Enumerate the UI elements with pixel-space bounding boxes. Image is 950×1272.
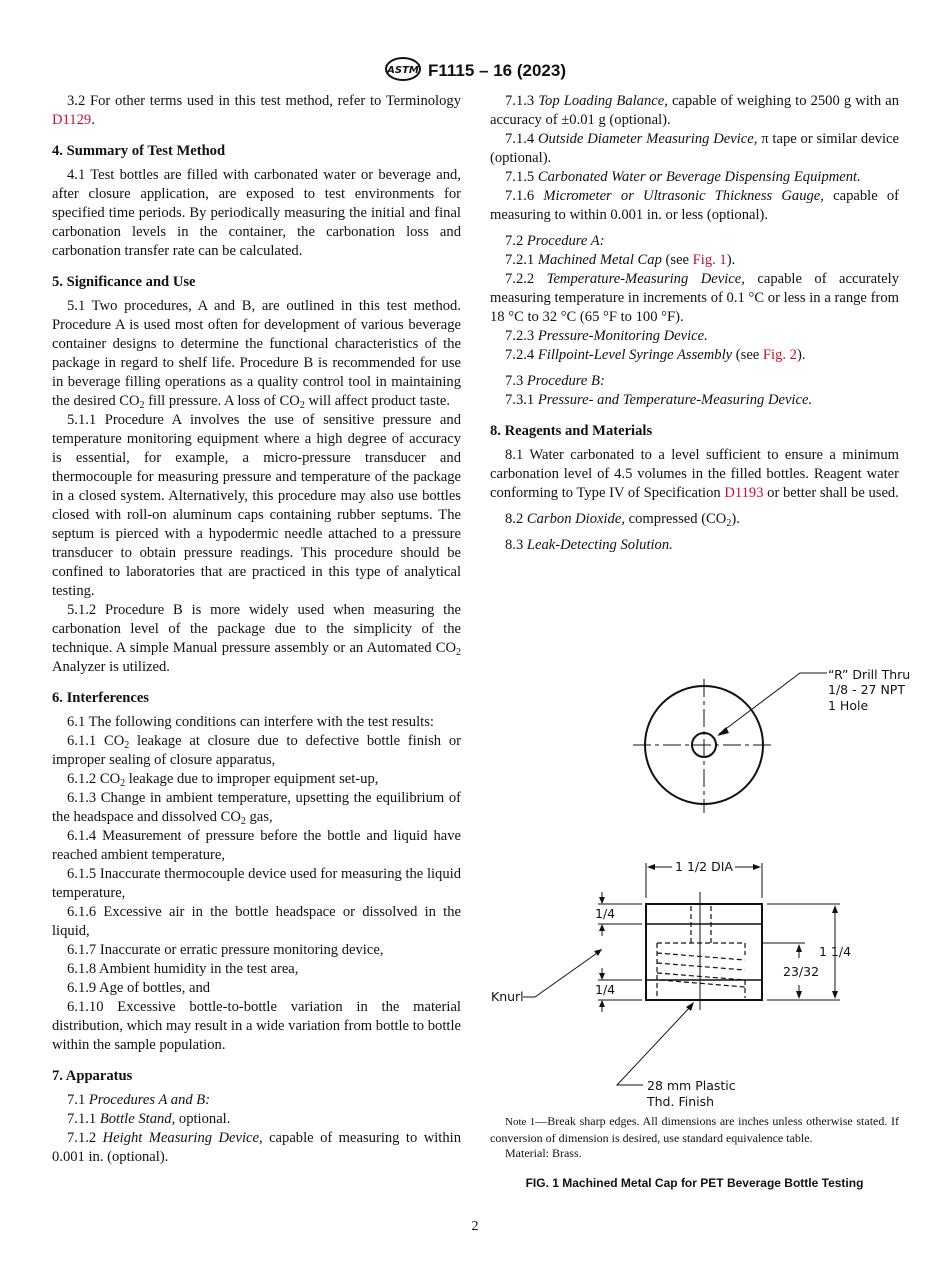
text-run: compressed (CO (625, 511, 727, 527)
text-run: 6.1.6 Excessive air in the bottle headspace or dissolved in the liquid, (52, 904, 461, 939)
text-run: 7.2.1 (505, 252, 538, 268)
paragraph (490, 251, 899, 270)
text-run: 3.2 For other terms used in this test method, refer to Terminology (67, 93, 461, 109)
thread-depth-label: 23/32 (783, 964, 820, 979)
text-run: 5. Significance and Use (52, 274, 196, 290)
page-header (0, 56, 950, 87)
text-run: optional. (175, 1111, 231, 1127)
text-run: ). (796, 347, 806, 363)
text-run: 8.2 (505, 511, 527, 527)
text-run: 5.1.2 Procedure B is more widely used when measuring the carbonation level of the package due to the simplicity of the technique. A simple Manual pressure assembly or an Automated CO (52, 602, 461, 656)
italic-term: Micrometer or Ultrasonic Thickness Gauge, (543, 188, 824, 204)
section-heading (490, 422, 899, 441)
text-run: 7.1.1 (67, 1111, 100, 1127)
finish-label-2: Thd. Finish (647, 1094, 715, 1109)
text-run: 7.1.5 (505, 169, 538, 185)
italic-term: Carbonated Water or Beverage Dispensing Equipment. (537, 169, 861, 185)
italic-term: Outside Diameter Measuring Device, (538, 131, 758, 147)
drill-callout-3: 1 Hole (828, 698, 869, 713)
paragraph (52, 941, 461, 960)
text-run: or better shall be used. (763, 485, 899, 501)
paragraph (490, 510, 899, 529)
text-run: 8.1 Water carbonated to a level sufficient to ensure a minimum carbonation level of 4.5 volumes in the filled bottles. Reagent water conforming to Type IV of Specification (490, 447, 899, 501)
reference-link[interactable]: Fig. 2 (762, 347, 797, 363)
paragraph (490, 536, 899, 555)
paragraph (490, 92, 899, 130)
italic-term: Procedures A and B: (88, 1092, 211, 1108)
text-run: 7.1.2 (67, 1130, 103, 1146)
text-run: 7.2.2 (505, 271, 547, 287)
italic-term: Machined Metal Cap (537, 252, 662, 268)
text-run: 6.1.3 Change in ambient temperature, upsetting the equilibrium of the headspace and dissolved CO (52, 790, 461, 825)
paragraph (52, 770, 461, 789)
italic-term: Height Measuring Device, (102, 1130, 263, 1146)
paragraph (52, 979, 461, 998)
paragraph (52, 713, 461, 732)
text-run: 7.1.6 (505, 188, 544, 204)
paragraph (52, 903, 461, 941)
reference-link[interactable]: D1193 (724, 485, 764, 501)
text-run: 7.1 (67, 1092, 89, 1108)
italic-term: Top Loading Balance, (538, 93, 668, 109)
text-run: Analyzer is utilized. (52, 659, 170, 675)
text-run: leakage at closure due to defective bottle finish or improper sealing of closure apparatus, (52, 733, 462, 768)
top-quarter-label: 1/4 (595, 906, 616, 921)
subscript: 2 (299, 400, 305, 411)
paragraph (52, 411, 461, 601)
text-run: 6.1.10 Excessive bottle-to-bottle variation in the material distribution, which may result in a wide variation from bottle to bottle within the sample population. (52, 999, 461, 1053)
paragraph (490, 327, 899, 346)
figure-caption: FIG. 1 Machined Metal Cap for PET Beverage Bottle Testing (525, 1176, 864, 1190)
text-run: 5.1 Two procedures, A and B, are outlined in this test method. Procedure A is used most often for development of various beverage container designs to determine the functional characteristics of the package in regard to shelf life. Procedure B is recommended for use in beverage filling operations as a quality control tool in maintaining the desired CO (52, 298, 461, 409)
paragraph (490, 130, 899, 168)
text-run: 7.2 (505, 233, 527, 249)
subscript: 2 (139, 400, 145, 411)
paragraph (52, 827, 461, 865)
material-text: Material: Brass. (505, 1146, 582, 1160)
text-run: 6.1 The following conditions can interfere with the test results: (67, 714, 434, 730)
page-number: 2 (471, 1219, 479, 1234)
bottom-quarter-label: 1/4 (595, 982, 616, 997)
paragraph (490, 168, 899, 187)
text-run: 4.1 Test bottles are filled with carbonated water or beverage and, after closure application, are exposed to test environments for specified time periods. By periodically measuring the initial and final carbonation levels in the container, the carbonation loss and carbonation transfer rate can be calculated. (52, 167, 461, 259)
drill-callout-1: “R” Drill Thru (828, 667, 911, 682)
text-run: 7. Apparatus (52, 1068, 133, 1084)
text-run: 7.2.4 (505, 347, 538, 363)
paragraph (52, 1091, 461, 1110)
text-run: 6.1.7 Inaccurate or erratic pressure monitoring device, (67, 942, 384, 958)
section-heading (52, 273, 461, 292)
paragraph (52, 166, 461, 261)
text-run: 6.1.1 CO (67, 733, 125, 749)
text-run: 5.1.1 Procedure A involves the use of sensitive pressure and temperature monitoring equipment where a high degree of accuracy is essential, for example, a micro-pressure transducer and thermocouple for measuring pressure and temperature of the package in a closed system. Alternatively, this procedure may also use bottles closed with roll-on aluminum caps containing rubber septums. The septum is pierced with a hypodermic needle attached to a pressure transducer to obtain pressure readings. This procedure should be confined to laboratories that are practiced in this type of analytical testing. (52, 412, 461, 599)
paragraph (52, 865, 461, 903)
svg-text:ASTM: ASTM (387, 65, 419, 76)
text-run: capable of measuring to within 0.001 in. (optional). (52, 1130, 462, 1165)
paragraph (490, 446, 899, 503)
paragraph (490, 270, 899, 327)
text-run: 6.1.8 Ambient humidity in the test area, (67, 961, 299, 977)
text-run: 6.1.4 Measurement of pressure before the bottle and liquid have reached ambient temperature, (52, 828, 461, 863)
paragraph (52, 1129, 461, 1167)
reference-link[interactable]: Fig. 1 (692, 252, 727, 268)
paragraph (52, 92, 461, 130)
text-run: fill pressure. A loss of CO (144, 393, 300, 409)
paragraph (490, 346, 899, 365)
paragraph (490, 391, 899, 410)
text-run: 7.3 (505, 373, 527, 389)
paragraph (490, 372, 899, 391)
left-column (52, 92, 461, 1167)
text-run: 6.1.2 CO (67, 771, 121, 787)
figure-1-drawing (480, 650, 920, 1110)
height-label: 1 1/4 (819, 944, 852, 959)
paragraph (52, 1110, 461, 1129)
reference-link[interactable]: D1129 (52, 112, 92, 128)
paragraph (52, 601, 461, 677)
section-heading (52, 142, 461, 161)
text-run: 7.3.1 (505, 392, 538, 408)
paragraph (490, 187, 899, 225)
text-run: 7.1.3 (505, 93, 539, 109)
drill-callout-2: 1/8 - 27 NPT (828, 682, 905, 697)
section-heading (52, 689, 461, 708)
text-run: 7.1.4 (505, 131, 539, 147)
text-run: capable of weighing to 2500 g with an accuracy of ±0.01 g (optional). (490, 93, 899, 128)
knurl-label: Knurl (491, 989, 524, 1004)
paragraph (52, 297, 461, 411)
text-run: leakage due to improper equipment set-up, (125, 771, 379, 787)
italic-term: Pressure- and Temperature-Measuring Device. (537, 392, 813, 408)
text-run: 4. Summary of Test Method (52, 143, 226, 159)
italic-term: Temperature-Measuring Device, (546, 271, 745, 287)
astm-logo-icon (384, 56, 422, 87)
note-text: —Break sharp edges. All dimensions are inches unless otherwise stated. If conversion of dimension is desired, use standard equivalence table. (490, 1114, 899, 1145)
subscript: 2 (240, 816, 246, 827)
note-label: Note 1 (505, 1116, 536, 1128)
subscript: 2 (120, 778, 126, 789)
paragraph (490, 232, 899, 251)
italic-term: Procedure B: (526, 373, 605, 389)
text-run: 6.1.5 Inaccurate thermocouple device used for measuring the liquid temperature, (52, 866, 461, 901)
subscript: 2 (726, 518, 732, 529)
italic-term: Fillpoint-Level Syringe Assembly (537, 347, 733, 363)
figure-note (490, 1114, 899, 1162)
text-run: 8.3 (505, 537, 527, 553)
text-run: ). (726, 252, 736, 268)
text-run: 8. Reagents and Materials (490, 423, 653, 439)
text-run: (see (661, 252, 693, 268)
text-run: 6.1.9 Age of bottles, and (67, 980, 211, 996)
paragraph (52, 789, 461, 827)
italic-term: Bottle Stand, (99, 1111, 176, 1127)
paragraph (52, 732, 461, 770)
text-run: . (91, 112, 95, 128)
diameter-label: 1 1/2 DIA (675, 859, 733, 874)
text-run: ). (731, 511, 740, 527)
paragraph (52, 998, 461, 1055)
section-heading (52, 1067, 461, 1086)
finish-label-1: 28 mm Plastic (647, 1078, 736, 1093)
text-run: 6. Interferences (52, 690, 149, 706)
text-run: capable of accurately measuring temperature in increments of 0.1 °C or less in a range from 18 °C to 32 °C (65 °F to 100 °F). (490, 271, 899, 325)
italic-term: Leak-Detecting Solution. (526, 537, 673, 553)
text-run: 7.2.3 (505, 328, 538, 344)
subscript: 2 (456, 647, 461, 658)
designation: F1115 – 16 (2023) (427, 60, 566, 80)
text-run: capable of measuring to within 0.001 in. or less (optional). (490, 188, 899, 223)
right-column (490, 92, 899, 555)
paragraph (52, 960, 461, 979)
text-run: gas, (245, 809, 273, 825)
italic-term: Carbon Dioxide, (526, 511, 625, 527)
text-run: π tape or similar device (optional). (490, 131, 899, 166)
italic-term: Procedure A: (526, 233, 605, 249)
text-run: will affect product taste. (304, 393, 451, 409)
italic-term: Pressure-Monitoring Device. (537, 328, 708, 344)
subscript: 2 (124, 740, 130, 751)
text-run: (see (732, 347, 763, 363)
